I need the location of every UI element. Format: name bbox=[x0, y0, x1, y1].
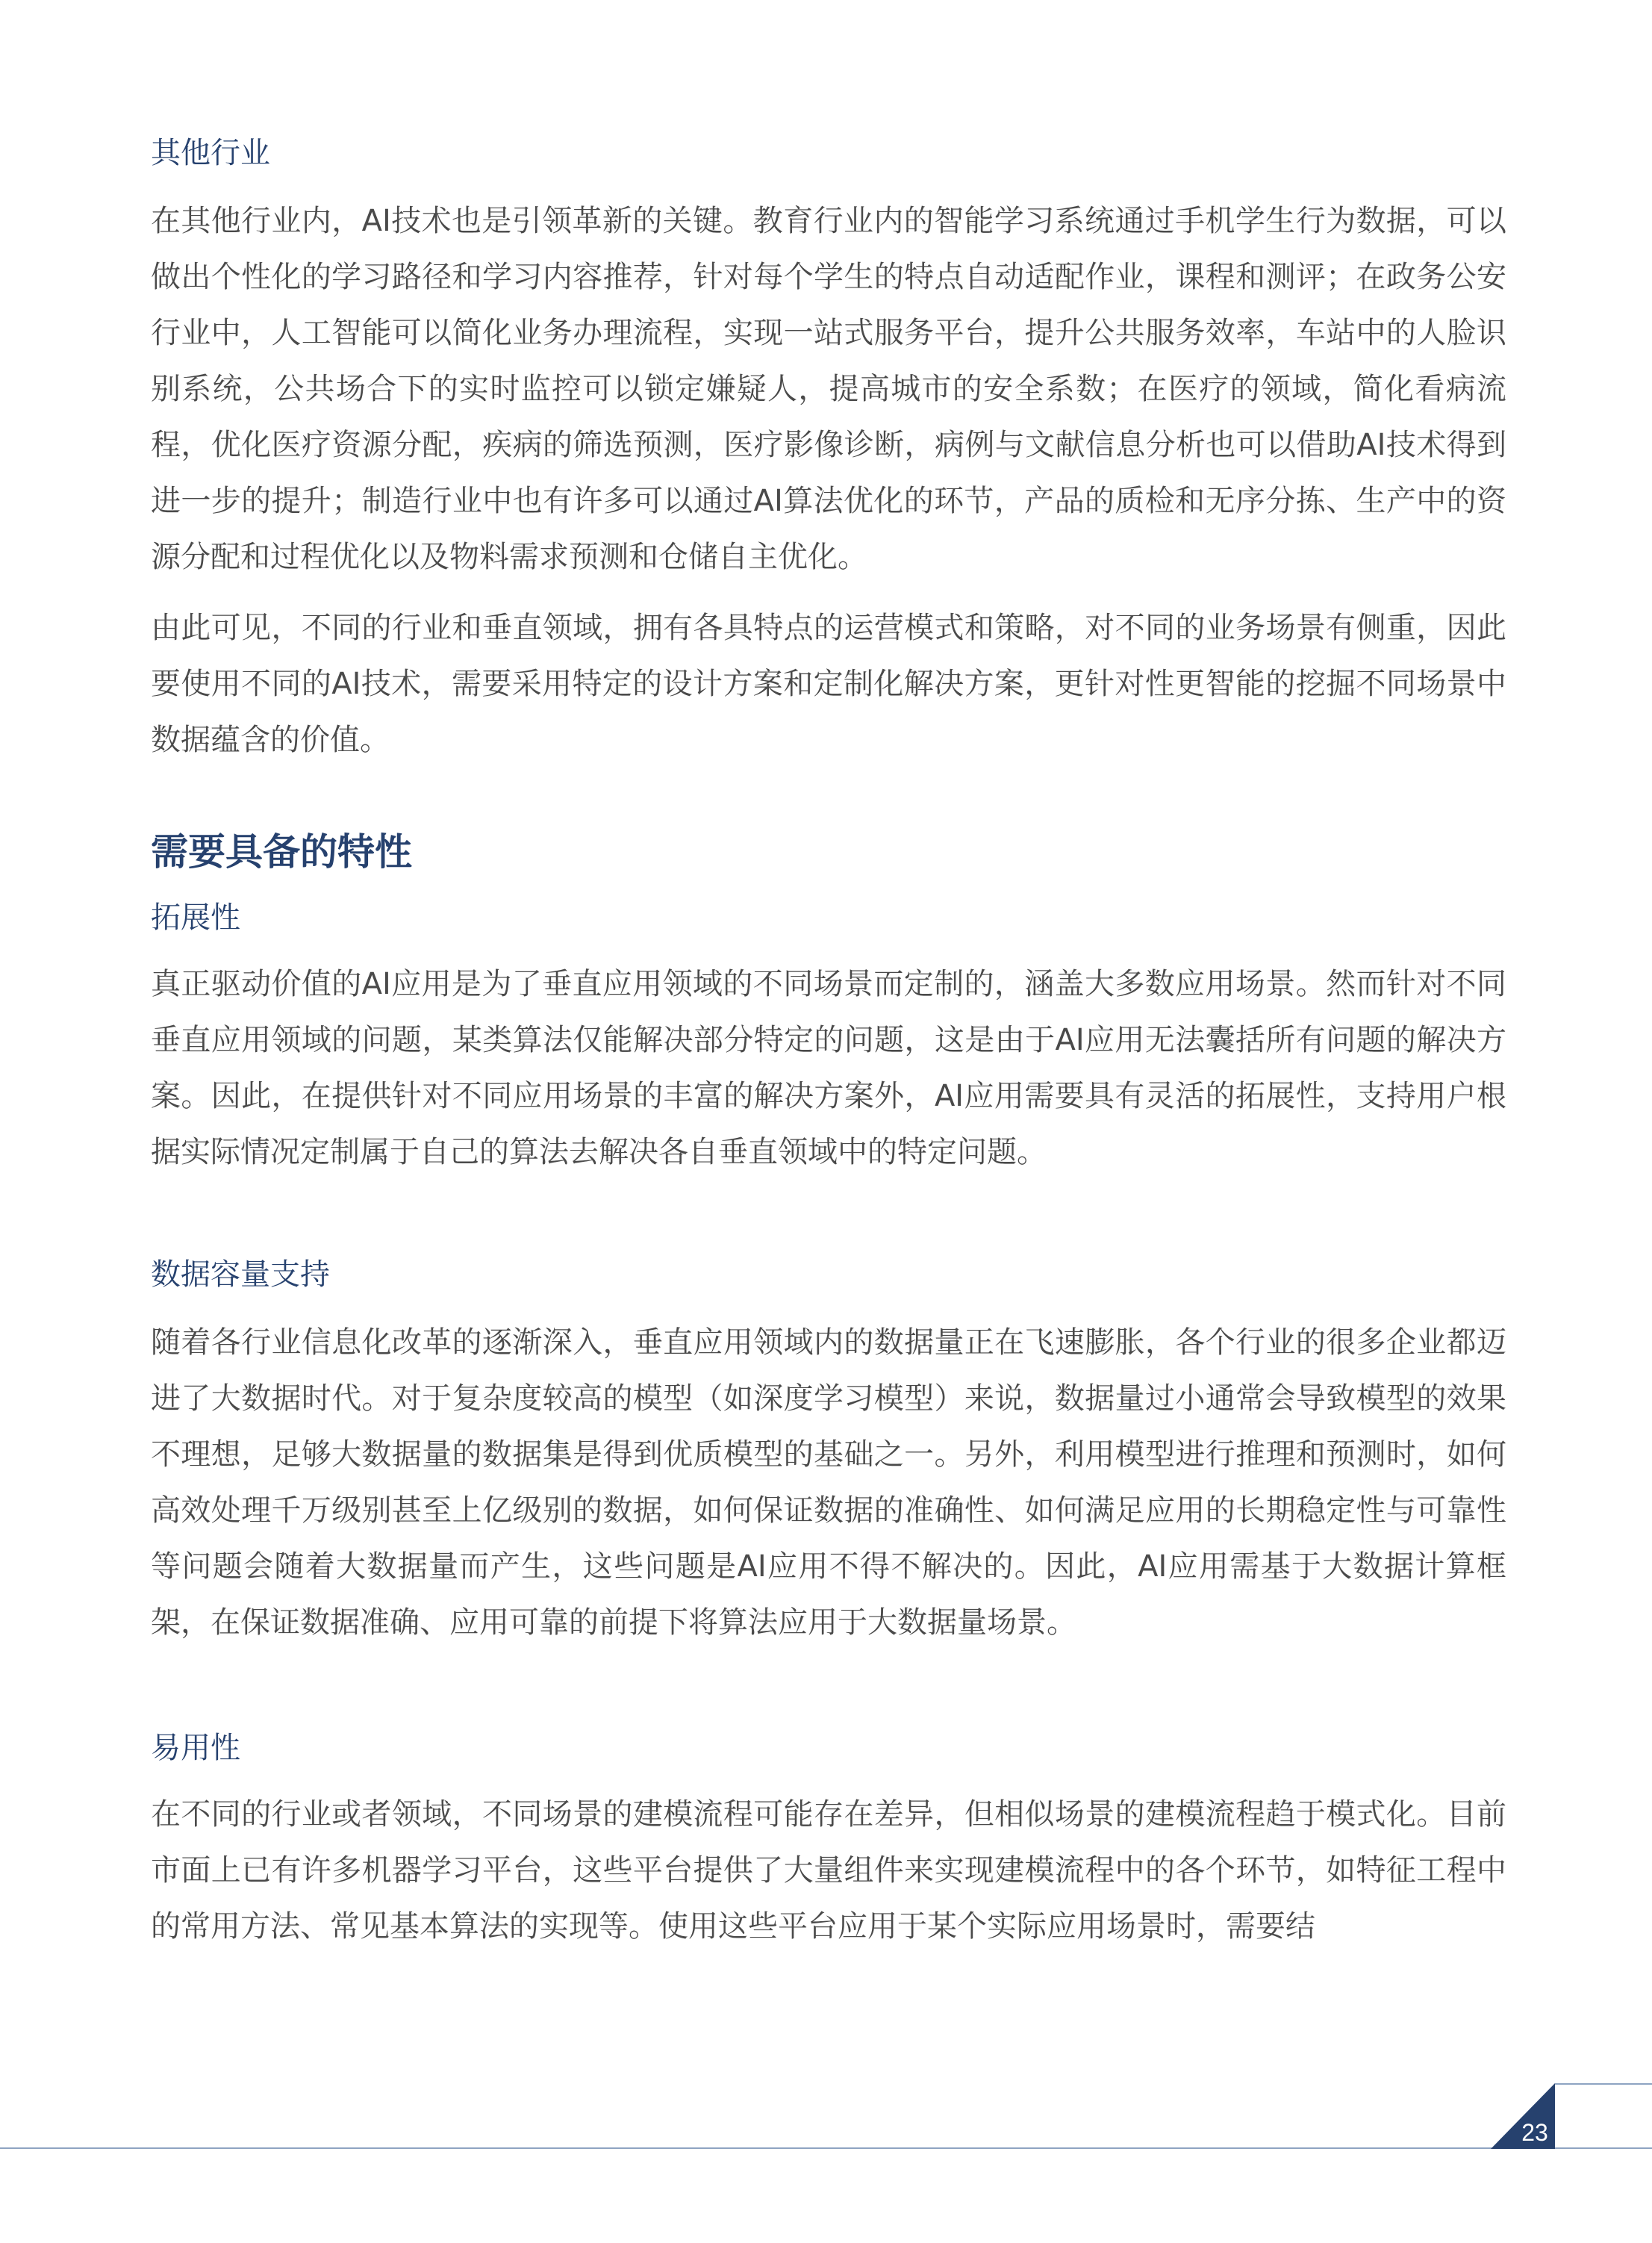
subheading-data-capacity: 数据容量支持 bbox=[151, 1257, 330, 1292]
footer-accent-rule bbox=[1555, 2083, 1652, 2085]
page-footer bbox=[0, 2076, 1652, 2158]
paragraph-scalability: 真正驱动价值的AI应用是为了垂直应用领域的不同场景而定制的，涵盖大多数应用场景。然而针对不同垂直应用领域的问题，某类算法仅能解决部分特定的问题，这是由于AI应用无法囊括所有问题的解决方案。因此，在提供针对不同应用场景的丰富的解决方案外，AI应用需要具有灵活的拓展性，支持用户根据实际情况定制属于自己的算法去解决各自垂直领域中的特定问题。 bbox=[151, 967, 1506, 1169]
paragraph-other-industries-1: 在其他行业内，AI技术也是引领革新的关键。教育行业内的智能学习系统通过手机学生行为数据，可以做出个性化的学习路径和学习内容推荐，针对每个学生的特点自动适配作业，课程和测评；在政务公安行业中，人工智能可以简化业务办理流程，实现一站式服务平台，提升公共服务效率，车站中的人脸识别系统，公共场合下的实时监控可以锁定嫌疑人，提高城市的安全系数；在医疗的领域，简化看病流程，优化医疗资源分配，疾病的筛选预测，医疗影像诊断，病例与文献信息分析也可以借助AI技术得到进一步的提升；制造行业中也有许多可以通过AI算法优化的环节，产品的质检和无序分拣、生产中的资源分配和过程优化以及物料需求预测和仓储自主优化。 bbox=[151, 204, 1506, 574]
footer-rule bbox=[0, 2147, 1652, 2149]
page-content bbox=[151, 131, 1506, 1955]
paragraph-other-industries-2: 由此可见，不同的行业和垂直领域，拥有各具特点的运营模式和策略，对不同的业务场景有侧重，因此要使用不同的AI技术，需要采用特定的设计方案和定制化解决方案，更针对性更智能的挖掘不同场景中数据蕴含的价值。 bbox=[151, 611, 1506, 757]
subheading-scalability: 拓展性 bbox=[151, 900, 240, 935]
paragraph-usability: 在不同的行业或者领域，不同场景的建模流程可能存在差异，但相似场景的建模流程趋于模式化。目前市面上已有许多机器学习平台，这些平台提供了大量组件来实现建模流程中的各个环节，如特征工程中的常用方法、常见基本算法的实现等。使用这些平台应用于某个实际应用场景时，需要结 bbox=[151, 1797, 1506, 1944]
subheading-other-industries: 其他行业 bbox=[151, 136, 270, 170]
subheading-usability: 易用性 bbox=[151, 1731, 240, 1765]
page-number: 23 bbox=[1521, 2119, 1548, 2146]
section-heading-required-features: 需要具备的特性 bbox=[151, 830, 412, 874]
paragraph-data-capacity: 随着各行业信息化改革的逐渐深入，垂直应用领域内的数据量正在飞速膨胀，各个行业的很多企业都迈进了大数据时代。对于复杂度较高的模型（如深度学习模型）来说，数据量过小通常会导致模型的效果不理想，足够大数据量的数据集是得到优质模型的基础之一。另外，利用模型进行推理和预测时，如何高效处理千万级别甚至上亿级别的数据，如何保证数据的准确性、如何满足应用的长期稳定性与可靠性等问题会随着大数据量而产生，这些问题是AI应用不得不解决的。因此，AI应用需基于大数据计算框架，在保证数据准确、应用可靠的前提下将算法应用于大数据量场景。 bbox=[151, 1325, 1506, 1640]
